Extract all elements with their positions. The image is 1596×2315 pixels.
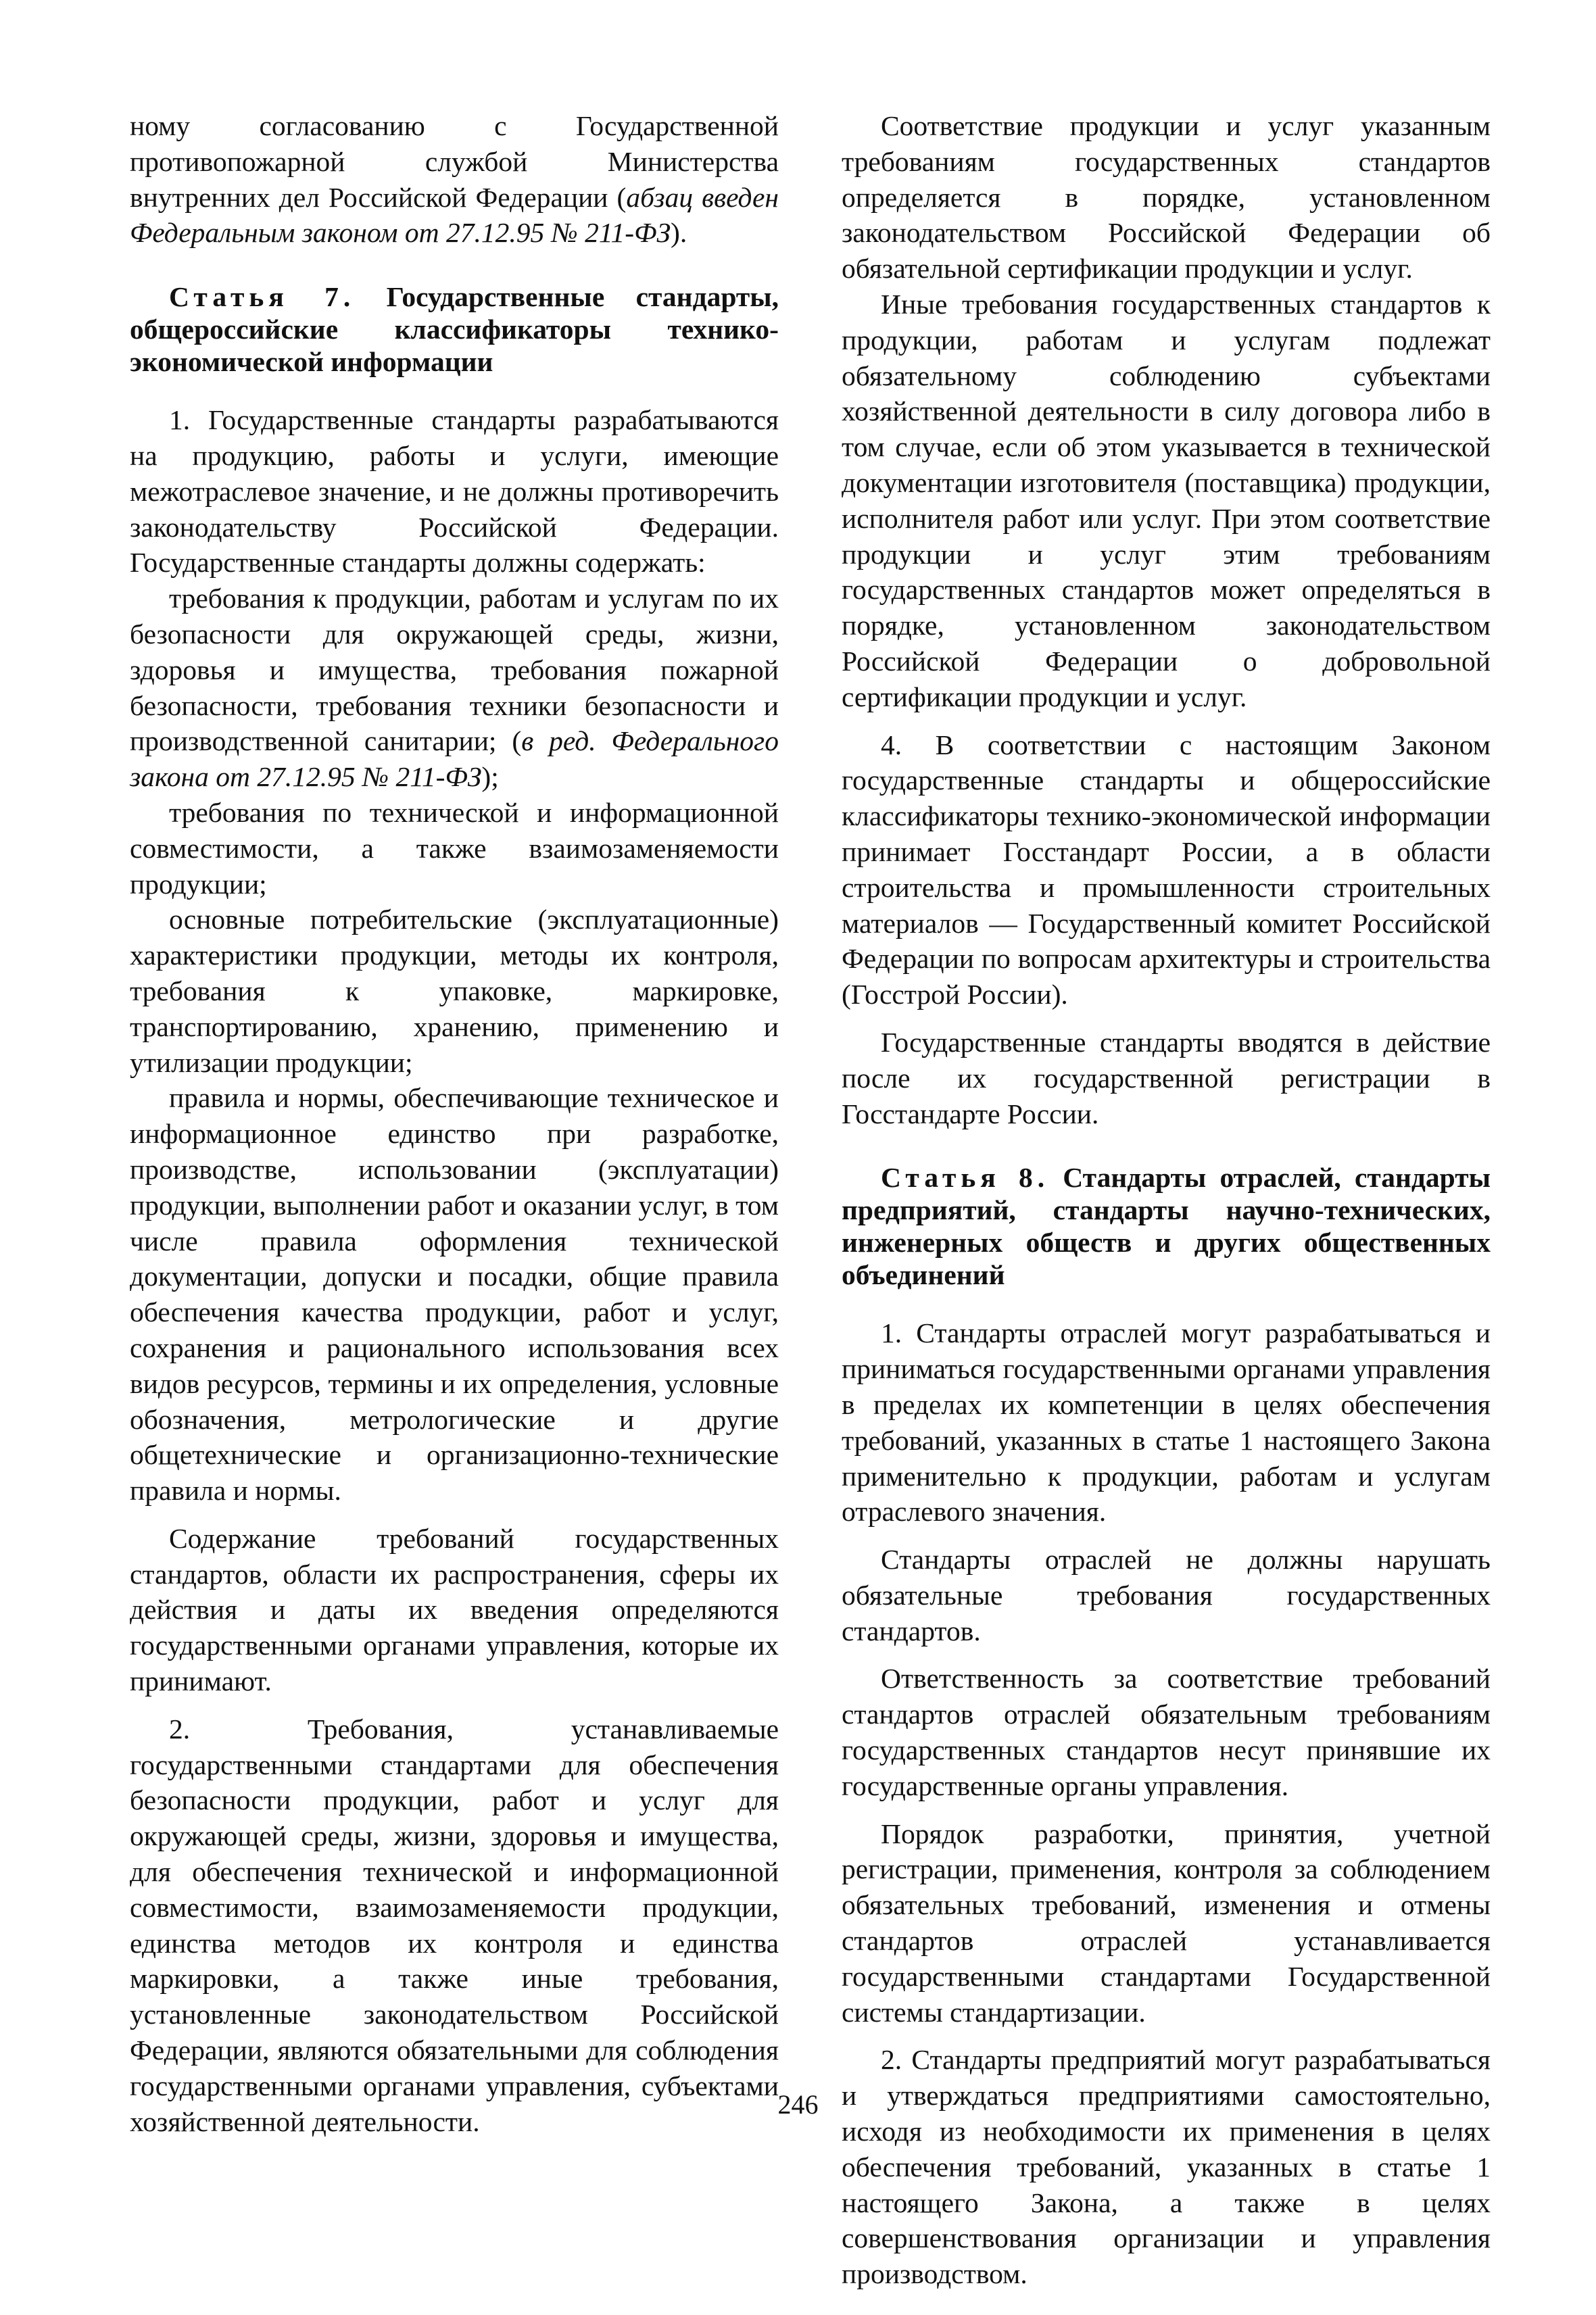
paragraph: Стандарты отраслей не должны нарушать обязательные требования государственных стандартов. xyxy=(842,1544,1491,1647)
right-column xyxy=(842,108,1491,2292)
article-7-heading xyxy=(130,281,779,378)
list-item-paragraph: правила и нормы, обеспечивающие техническое и информационное единство при разработке, производстве, использовании (эксплуатации) продукции, выполнении работ и оказании услуг, в том числе правила оформления технической документации, допуски и посадки, общие правила обеспечения качества продукции, работ и услуг, сохранения и рационального использования всех видов ресурсов, термины и их определения, условные обозначения, метрологические и другие общетехнические и организационно-технические правила и нормы. xyxy=(130,1082,779,1507)
paragraph: 2. Требования, устанавливаемые государственными стандартами для обеспечения безопасности продукции, работ и услуг для окружающей среды, жизни, здоровья и имущества, для обеспечения технической и информационной совместимости, взаимозаменяемости продукции, единства методов их контроля и единства маркировки, а также иные требования, установленные законодательством Российской Федерации, являются обязательными для соблюдения государственными органами управления, субъектами хозяйственной деятельности. xyxy=(130,1713,779,2137)
article-8-title: Стандарты отраслей, стандарты предприятий, стандарты научно-технических, инженерных обществ и других общественных объединений xyxy=(842,1162,1491,1291)
amendment-note: абзац введен Федеральным законом от 27.12.95 № 211-ФЗ xyxy=(130,181,779,249)
article-7-label: Статья 7. xyxy=(169,281,356,313)
paragraph: 2. Стандарты предприятий могут разрабатываться и утверждаться предприятиями самостоятельно, исходя из необходимости их применения в целях обеспечения требований, указанных в статье 1 настоящего Закона, а также в целях совершенствования организации и управления производством. xyxy=(842,2044,1491,2290)
list-item-paragraph: основные потребительские (эксплуатационные) характеристики продукции, методы их контроля, требования к упаковке, маркировке, транспортированию, хранению, применению и утилизации продукции; xyxy=(130,904,779,1078)
left-column xyxy=(130,108,779,2139)
list-item-paragraph: требования по технической и информационной совместимости, а также взаимозаменяемости продукции; xyxy=(130,796,779,900)
paragraph: 1. Государственные стандарты разрабатываются на продукцию, работы и услуги, имеющие межотраслевое значение, и не должны противоречить законодательству Российской Федерации. Государственные стандарты должны содержать: xyxy=(130,404,779,579)
paragraph: 1. Стандарты отраслей могут разрабатываться и приниматься государственными органами управления в пределах их компетенции в целях обеспечения требований, указанных в статье 1 настоящего Закона применительно к продукции, работам и услугам отраслевого значения. xyxy=(842,1317,1491,1528)
paragraph: Ответственность за соответствие требований стандартов отраслей обязательным требованиям государственных стандартов несут принявшие их государственные органы управления. xyxy=(842,1663,1491,1801)
paragraph: Государственные стандарты вводятся в действие после их государственной регистрации в Госстандарте России. xyxy=(842,1026,1491,1129)
paragraph: Содержание требований государственных стандартов, области их распространения, сферы их действия и даты их введения определяются государственными органами управления, которые их принимают. xyxy=(130,1522,779,1697)
article-8-label: Статья 8. xyxy=(881,1162,1050,1194)
amendment-note: в ред. Федерального закона от 27.12.95 № 211-ФЗ xyxy=(130,725,779,793)
paragraph: 4. В соответствии с настоящим Законом государственные стандарты и общероссийские классификаторы технико-экономической информации принимает Госстандарт России, а в области строительства и промышленности строительных материалов — Государственный комитет Российской Федерации по вопросам архитектуры и строительства (Госстрой России). xyxy=(842,729,1491,1010)
paragraph: Соответствие продукции и услуг указанным требованиям государственных стандартов определяется в порядке, установленном законодательством Российской Федерации об обязательной сертификации продукции и услуг. xyxy=(842,110,1491,285)
list-item-text: требования к продукции, работам и услугам по их безопасности для окружающей среды, жизни, здоровья и имущества, требования пожарной безопасности, требования техники безопасности и производственной санитарии; ( xyxy=(130,583,779,757)
article-8-heading xyxy=(842,1161,1491,1291)
paragraph: Иные требования государственных стандартов к продукции, работам и услугам подлежат обязательному соблюдению субъектами хозяйственной деятельности в силу договора либо в том случае, если об этом указывается в технической документации изготовителя (поставщика) продукции, исполнителя работ или услуг. При этом соответствие продукции и услуг этим требованиям государственных стандартов может определяться в порядке, установленном законодательством Российской Федерации о добровольной сертификации продукции и услуг. xyxy=(842,288,1491,712)
page-number: 246 xyxy=(777,2089,819,2120)
list-item-paragraph xyxy=(130,581,779,795)
paragraph-intro-text: ному согласованию с Государственной противопожарной службой Министерства внутренних дел Российской Федерации ( xyxy=(130,110,779,213)
article-7-title: Государственные стандарты, общероссийские классификаторы технико-экономической информации xyxy=(130,281,779,378)
paragraph: Порядок разработки, принятия, учетной регистрации, применения, контроля за соблюдением обязательных требований, изменения и отмены стандартов отраслей устанавливается государственными стандартами Государственной системы стандартизации. xyxy=(842,1818,1491,2028)
list-item-end: ); xyxy=(481,761,499,793)
paragraph-intro-end: ). xyxy=(671,217,687,249)
paragraph-intro xyxy=(130,108,779,251)
